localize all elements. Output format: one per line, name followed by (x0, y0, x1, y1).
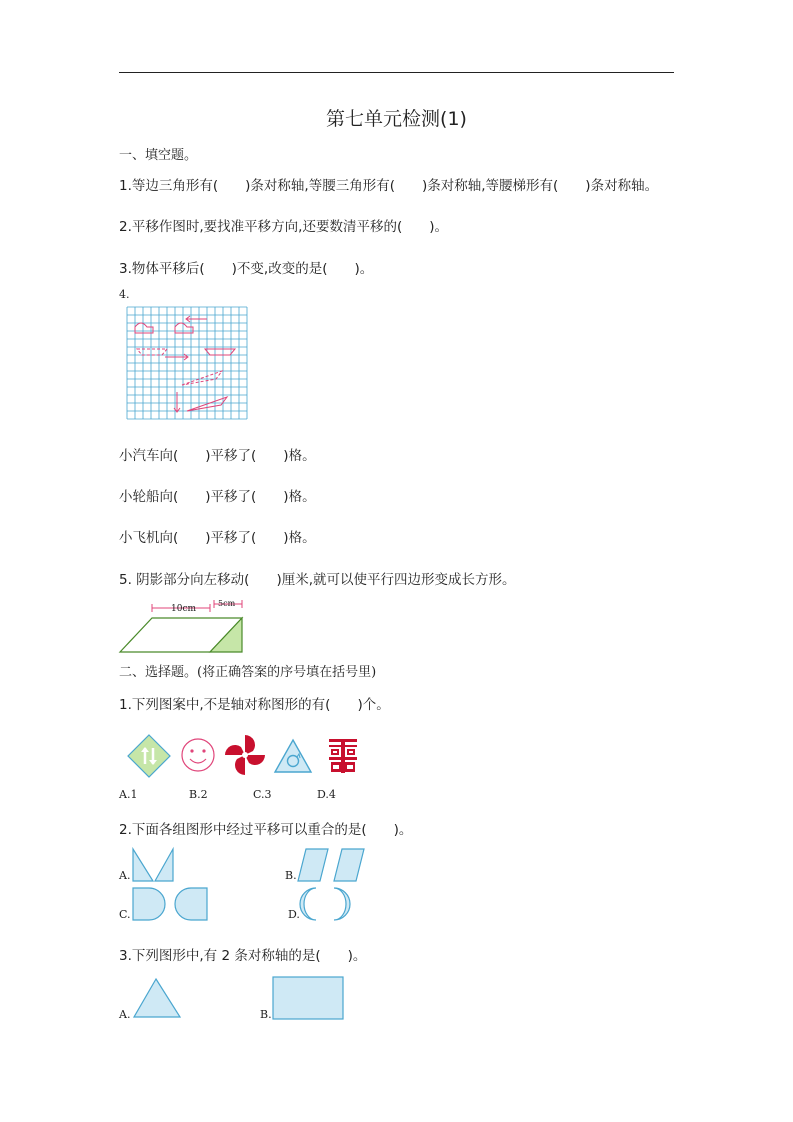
option-d: D.4 (317, 788, 336, 801)
section2-heading: 二、选择题。(将正确答案的序号填在括号里) (119, 665, 377, 680)
question-1-4-boat: 小轮船向( )平移了( )格。 (119, 489, 316, 505)
triangle-figure (132, 977, 182, 1019)
triangles-pair-figure (131, 847, 176, 883)
question-1-4-label: 4. (119, 288, 130, 301)
pinwheel-icon (223, 733, 267, 777)
section1-heading: 一、填空题。 (119, 148, 198, 163)
length-label-10cm: 10cm (171, 604, 197, 614)
page-title: 第七单元检测(1) (326, 108, 467, 130)
rectangle-figure (272, 976, 344, 1020)
q2-3-label-a: A. (119, 1008, 131, 1021)
triangle-recycle-icon (273, 738, 313, 774)
option-b: B.2 (189, 788, 208, 801)
question-1-4-plane: 小飞机向( )平移了( )格。 (119, 530, 316, 546)
question-1-2: 2.平移作图时,要找准平移方向,还要数清平移的( )。 (119, 219, 448, 235)
question-1-4-car: 小汽车向( )平移了( )格。 (119, 448, 316, 464)
q2-2-label-a: A. (119, 869, 131, 882)
q2-3-label-b: B. (260, 1008, 272, 1021)
question-1-5: 5. 阴影部分向左移动( )厘米,就可以使平行四边形变成长方形。 (119, 572, 516, 588)
parallelogram-figure (116, 596, 256, 656)
translation-grid-figure (127, 307, 247, 422)
option-a: A.1 (119, 788, 138, 801)
question-2-2: 2.下面各组图形中经过平移可以重合的是( )。 (119, 822, 413, 838)
top-rule (119, 72, 674, 73)
question-1-1: 1.等边三角形有( )条对称轴,等腰三角形有( )条对称轴,等腰梯形有( )条对称轴。 (119, 178, 659, 194)
double-happiness-icon (326, 737, 360, 775)
semicircles-pair-figure (131, 886, 211, 922)
q2-2-label-c: C. (119, 908, 131, 921)
parallelograms-pair-figure (296, 847, 366, 883)
question-2-1: 1.下列图案中,不是轴对称图形的有( )个。 (119, 697, 390, 713)
question-1-3: 3.物体平移后( )不变,改变的是( )。 (119, 261, 374, 277)
question-2-3: 3.下列图形中,有 2 条对称轴的是( )。 (119, 948, 367, 964)
length-label-5cm: 5cm (218, 599, 236, 608)
crescents-pair-figure (300, 886, 352, 922)
smiley-icon (180, 737, 216, 773)
diamond-arrows-icon (127, 734, 171, 778)
q2-2-label-b: B. (285, 869, 297, 882)
q2-2-label-d: D. (288, 908, 300, 921)
option-c: C.3 (253, 788, 272, 801)
